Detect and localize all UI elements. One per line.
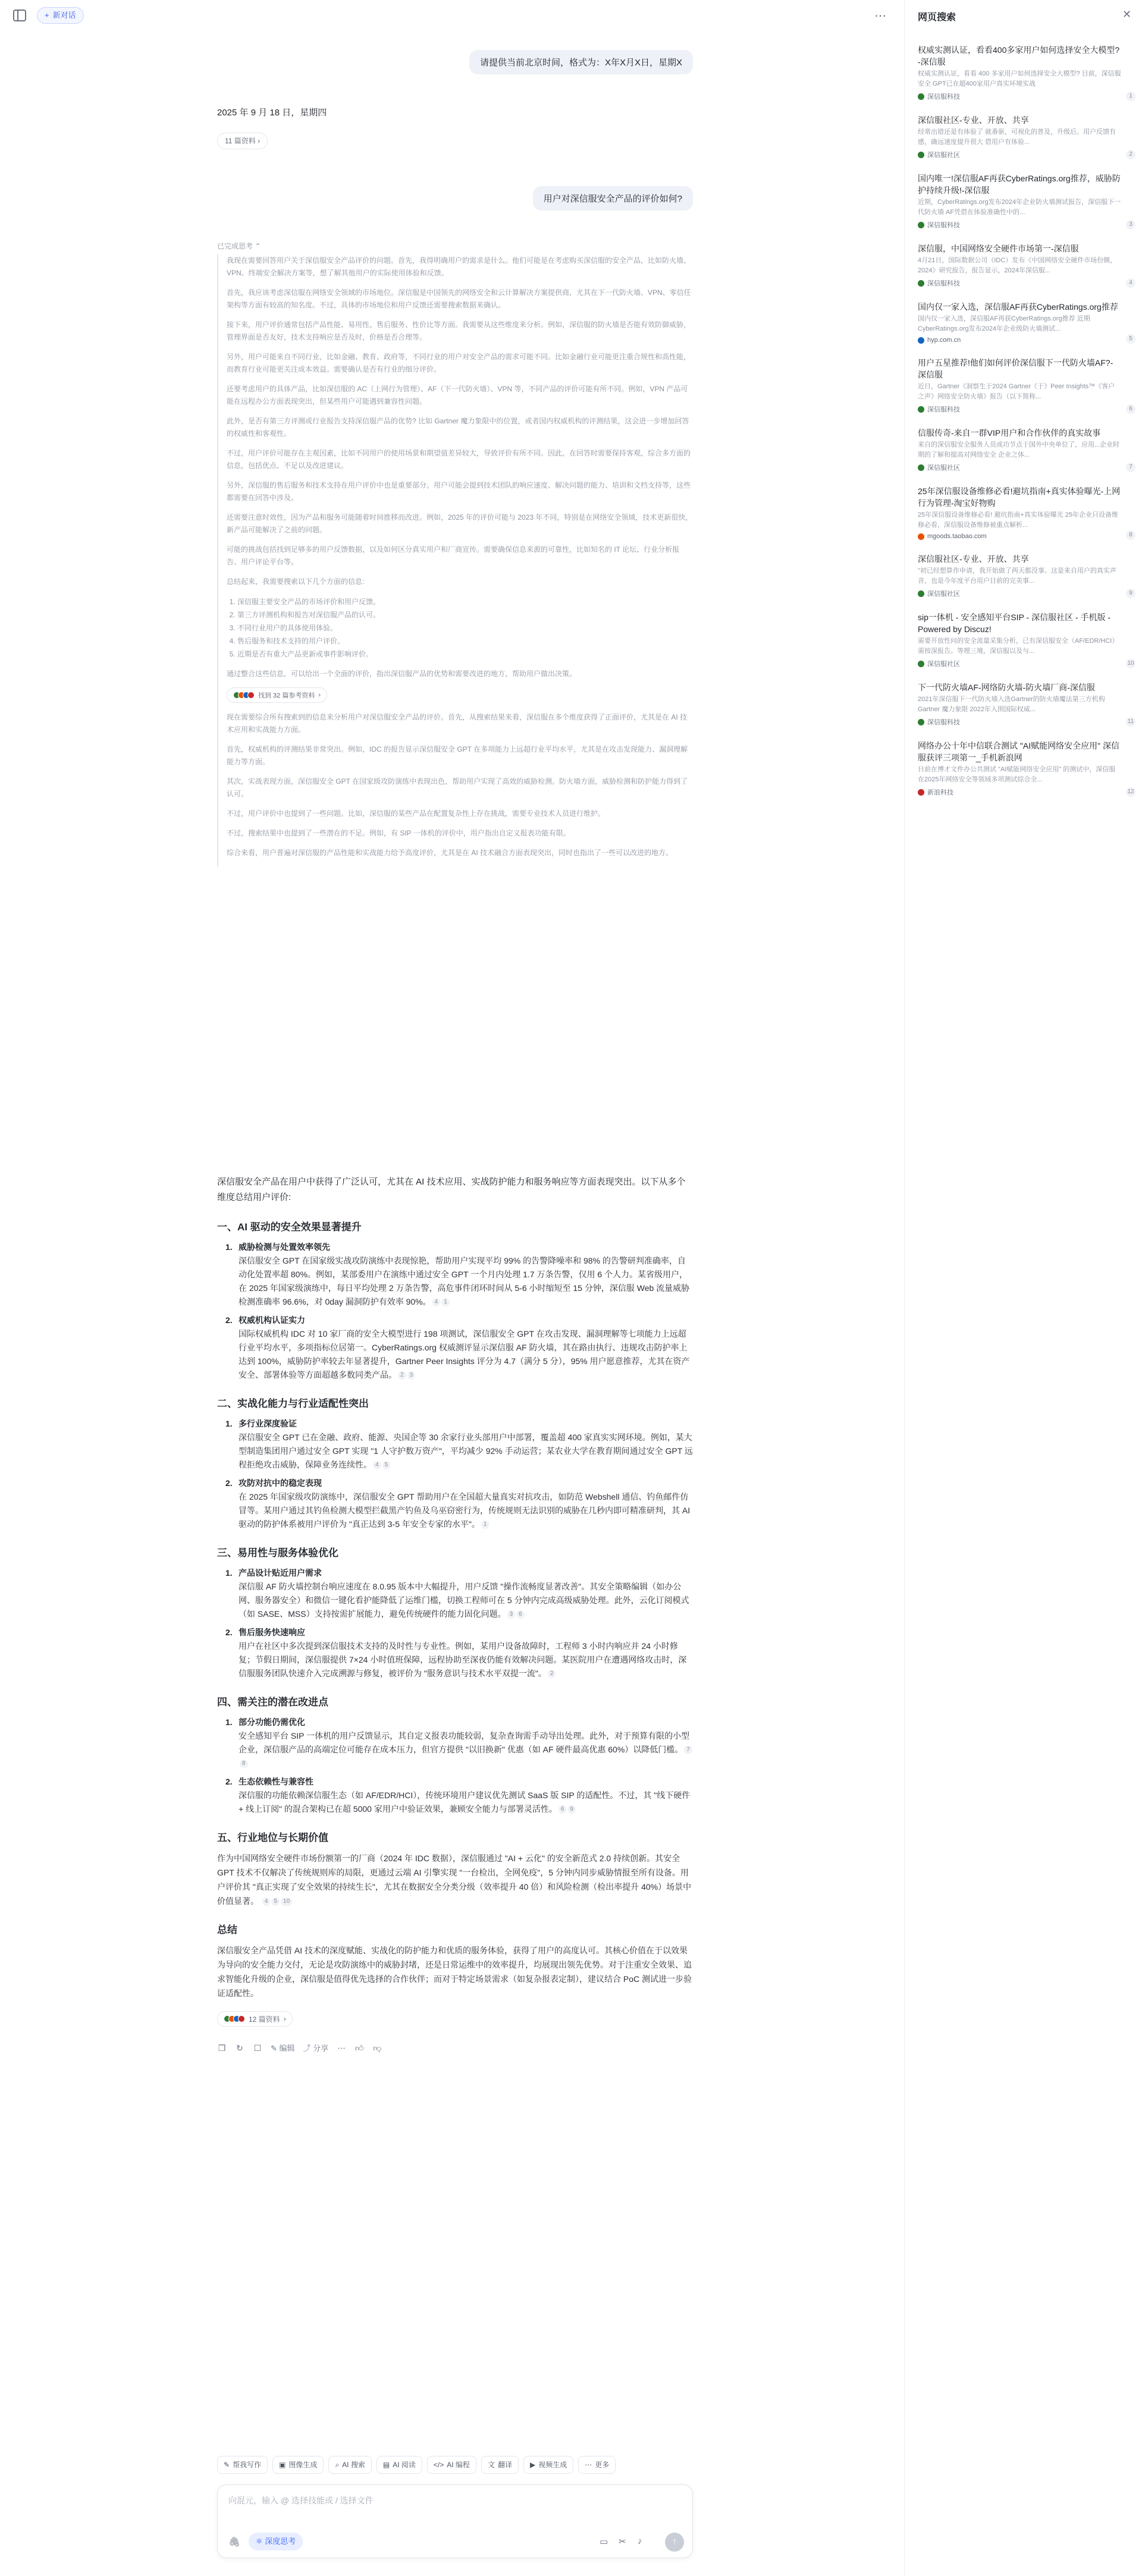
section-heading: 四、需关注的潜在改进点: [217, 1697, 328, 1708]
result-number: 8: [1126, 530, 1135, 540]
quick-action-button[interactable]: [523, 2456, 573, 2474]
result-number: 7: [1126, 463, 1135, 472]
thinking-paragraph: 还要考虑用户的具体产品，比如深信服的 AC（上网行为管理）、AF（下一代防火墙）、VPN 等，不同产品的评价可能有所不同。例如，VPN 产品可能在远程办公方面表现突出，但某些用户可能遇到兼容性问题。: [227, 385, 688, 406]
item-title: 攻防对抗中的稳定表现: [239, 1478, 322, 1488]
close-icon[interactable]: ✕: [1122, 8, 1132, 20]
source-name: 深信服社区: [927, 590, 960, 598]
thinking-paragraph: 另外，用户可能来自不同行业，比如金融、教育、政府等，不同行业的用户对安全产品的需求可能不同。比如金融行业可能更注重合规性和高性能，而教育行业可能更关注成本效益。需要确认是否有行业的细分评价。: [227, 353, 691, 373]
quick-action-button[interactable]: [427, 2456, 476, 2474]
more-icon[interactable]: ⋯: [337, 2043, 346, 2053]
result-title[interactable]: 深信服社区-专业、开放、共享: [918, 115, 1029, 125]
result-snippet: "初已经想算作申请，我开始做了两天都没事。这是来自用户的真实声音，也是今年度平台用户目前的完美事...: [918, 567, 1116, 585]
item-body-text: 深信服 AF 防火墙控制台响应速度在 8.0.95 版本中大幅提升，用户反馈 "操作流畅度显著改善"。其安全策略编辑（如办公网、服务器安全）和微信一键化看护能降低了运维门槛，切换工程师可在 5 分钟内完成高级威胁处理。此外，云化订阅模式（如 SASE、MSS）支持按需扩展能力，避免传统硬件的能力固化问题。: [239, 1582, 689, 1619]
copy-icon[interactable]: ❐: [218, 2043, 226, 2053]
result-snippet: 日前在博才文件办公共测试 "AI赋能网络安全应用" 的测试中，深信服在2025年网络安全等领域多项测试综合全...: [918, 766, 1116, 783]
response-sources-chip[interactable]: 12 篇资料 ›: [217, 2011, 293, 2027]
quick-action-button[interactable]: [578, 2456, 616, 2474]
result-title[interactable]: 国内唯一!深信服AF再获CyberRatings.org推荐，威胁防护持续升级!-深信服: [918, 174, 1121, 195]
source-name: 深信服社区: [927, 661, 960, 668]
result-snippet: 近期，CyberRatings.org发布2024年企业防火墙测试报告，深信服下一代防火墙 AF凭借在体验准确性中的...: [918, 199, 1121, 216]
quick-action-button[interactable]: [328, 2456, 371, 2474]
source-favicons: [233, 692, 255, 699]
reference-chip[interactable]: 11 篇资料 ›: [217, 133, 268, 149]
thumbs-down-icon[interactable]: 👎︎: [373, 2043, 382, 2053]
quick-action-label: AI 搜索: [342, 2461, 365, 2469]
source-favicon-icon: [918, 661, 924, 667]
thinking-paragraph: 首先，权威机构的评测结果非常突出。例如，IDC 的报告显示深信服安全 GPT 在多项能力上远超行业平均水平，尤其是在攻击发现能力、漏洞理解能力等方面。: [227, 745, 688, 766]
search-result[interactable]: [918, 681, 1135, 727]
search-result[interactable]: [918, 357, 1135, 414]
share-button[interactable]: ⤴ 分享: [303, 2044, 329, 2053]
answer-list-item: [225, 1716, 693, 1770]
source-favicon-icon: [918, 533, 924, 540]
answer-list-item: [225, 1314, 693, 1382]
web-search-panel: [904, 0, 1142, 2576]
result-snippet: 经常出错还是有体验了 就番驱，可视化的普及，升级后。用户反馈有感，确远速度提升很大 借用户有体验...: [918, 128, 1116, 146]
result-source: [918, 589, 1121, 598]
citation-badge[interactable]: 3: [407, 1371, 416, 1380]
result-title[interactable]: sip一体机 - 安全感知平台SIP - 深信服社区 - 手机版 - Powered by Discuz!: [918, 612, 1111, 634]
citation-badge[interactable]: 4: [373, 1461, 381, 1469]
answer-intro: 深信服安全产品在用户中获得了广泛认可，尤其在 AI 技术应用、实战防护能力和服务响应等方面表现突出。以下从多个维度总结用户评价:: [217, 1177, 686, 1202]
result-snippet: 来自的深信服安全服务人员成功节点于国外中央单位了，应用...企业时期的了解和提高对网络安全 企业之体...: [918, 441, 1120, 458]
search-sources-chip[interactable]: 找到 32 篇参考资料 ›: [227, 687, 327, 703]
source-name: 深信服科技: [927, 93, 960, 100]
citation-badge[interactable]: 1: [481, 1521, 490, 1529]
citation-badge[interactable]: 2: [398, 1371, 406, 1380]
item-title: 权威机构认证实力: [239, 1315, 305, 1325]
thinking-paragraph: 现在需要综合所有搜索到的信息来分析用户对深信服安全产品的评价。首先，从搜索结果来看，深信服在多个维度获得了正面评价，尤其是在 AI 技术应用和实战能力方面。: [227, 713, 688, 734]
bookmark-icon[interactable]: ☐: [253, 2043, 262, 2053]
section-heading: 五、行业地位与长期价值: [217, 1832, 328, 1843]
item-body: [239, 1789, 693, 1816]
thinking-list-item: 3. 不同行业用户的具体使用体验。: [237, 621, 693, 634]
more-icon: ⋯: [585, 2461, 592, 2469]
source-name: 深信服科技: [927, 222, 960, 229]
item-body: [239, 1580, 693, 1621]
search-result[interactable]: [918, 301, 1135, 344]
assistant-answer: [217, 1174, 693, 2053]
item-number: 2.: [225, 1478, 233, 1488]
item-content: [239, 1716, 693, 1770]
item-content: [239, 1626, 693, 1680]
result-snippet: 25年深信服设备维修必看! 避坑指南+真实体验曝光 25年企业只设备维修必看，深信服设备维修被重点解析...: [918, 511, 1119, 529]
paperclip-icon[interactable]: 🖇︎: [228, 2537, 241, 2547]
result-title[interactable]: 25年深信服设备维修必看!避坑指南+真实体验曝光-上网行为管理-淘宝好物购: [918, 486, 1121, 508]
item-body: [239, 1431, 693, 1472]
send-button[interactable]: ↑: [665, 2533, 684, 2552]
result-snippet: 2021年深信服下一代防火墙入选Gartner的防火墙魔法第三方机构 Gartner 魔力象限 2022年入围国际权威...: [918, 696, 1105, 713]
item-body: [239, 1639, 693, 1680]
source-name: hyp.com.cn: [927, 337, 961, 344]
result-title[interactable]: 权威实测认证，看看400多家用户如何选择安全大模型?-深信服: [918, 45, 1120, 67]
result-title[interactable]: 深信服，中国网络安全硬件市场第一-深信服: [918, 244, 1079, 253]
citation-badge[interactable]: 4: [262, 1898, 271, 1906]
item-title: 产品设计贴近用户需求: [239, 1568, 322, 1578]
result-source: [918, 717, 1121, 727]
result-number: 5: [1126, 334, 1135, 344]
quick-action-button[interactable]: [272, 2456, 324, 2474]
result-number: 1: [1126, 92, 1135, 101]
item-body-text: 深信服安全 GPT 在国家级实战攻防演练中表现惊艳，帮助用户实现平均 99% 的告警降噪率和 98% 的告警研判准确率，自动化处置率超 80%。例如，某部委用户在演练中通过安全 GPT 一个月内处理 1.7 万条告警，仅用 6 个人力。某省级用户，在 2025 年国家级演练中，每日平均处理 2 万条告警，高危事件闭环时间从 5-6 小时缩短至 15 分钟，深信服 Web 流量威胁检测准确率 96.6%，对 0day 漏洞防护有效率 90%。: [239, 1256, 690, 1306]
result-number: 4: [1126, 278, 1135, 288]
item-content: [239, 1477, 693, 1531]
section-heading: 一、AI 驱动的安全效果显著提升: [217, 1221, 362, 1233]
item-number: 2.: [225, 1628, 233, 1637]
answer-list-item: [225, 1240, 693, 1309]
result-source: [918, 404, 1121, 414]
answer-list-item: [225, 1775, 693, 1816]
result-title[interactable]: 国内仅一家入选，深信服AF再获CyberRatings.org推荐: [918, 302, 1118, 312]
thinking-toggle[interactable]: 已完成思考 ⌃: [217, 242, 261, 250]
section-heading: 三、易用性与服务体验优化: [217, 1547, 338, 1559]
source-name: mgoods.taobao.com: [927, 533, 987, 540]
search-result[interactable]: [918, 44, 1135, 101]
thinking-paragraph: 我现在需要回答用户关于深信服安全产品评价的问题。首先，我得明确用户的需求是什么。他们可能是在考虑购买深信服的安全产品，比如防火墙、VPN、终端安全解决方案等，想了解其他用户的实际使用体验和反馈。: [227, 256, 691, 277]
plus-icon: +: [45, 11, 49, 20]
source-name: 深信服科技: [927, 280, 960, 287]
item-body-text: 在 2025 年国家级攻防演练中，深信服安全 GPT 帮助用户在全国超大量真实对抗攻击，如防范 Webshell 通信、钓鱼邮件仿冒等。某用户通过其钓鱼检测大模型拦截黑产钓鱼及乌巫窃密行为，传统规则无法识别的威胁在几秒内即可精准研判，其 AI 驱动的防护体系被用户评价为 "真正达到 3-5 年安全专家的水平"。: [239, 1492, 691, 1529]
new-chat-button[interactable]: + 新对话: [37, 7, 84, 24]
source-favicon-icon: [918, 464, 924, 471]
result-title[interactable]: 信服传奇-来自一群VIP用户和合作伙伴的真实故事: [918, 428, 1101, 438]
result-number: 10: [1126, 659, 1135, 668]
item-number: 1.: [225, 1568, 233, 1578]
top-bar: [0, 0, 904, 33]
source-favicons: [224, 2015, 245, 2022]
item-content: [239, 1314, 693, 1382]
search-icon: ⌕: [335, 2461, 340, 2469]
message-actions: [217, 2042, 693, 2053]
quick-action-button[interactable]: [217, 2456, 268, 2474]
result-number: 3: [1126, 220, 1135, 230]
answer-list-item: [225, 1417, 693, 1472]
quick-action-label: AI 编程: [447, 2461, 470, 2469]
result-number: 9: [1126, 589, 1135, 598]
industry-text: 作为中国网络安全硬件市场份额第一的厂商（2024 年 IDC 数据），深信服通过 "AI + 云化" 的安全新范式 2.0 持续创新。其安全 GPT 技术不仅解决了传统规则库的局限，更通过云端 AI 引擎实现 "一台检出，全网免疫"，5 分钟内同步威胁情报至所有设备。用户评价其 "真正实现了安全效果的持续生长"，尤其在数据安全分类分级（效率提升 40 倍）和风险检测（检出率提升 40%）场景中价值显著。 4 5 10: [217, 1854, 692, 1906]
thinking-block: [217, 255, 693, 866]
citation-badge[interactable]: 2: [548, 1670, 556, 1678]
citation-badge[interactable]: 5: [382, 1461, 391, 1469]
item-number: 1.: [225, 1717, 233, 1727]
translate-icon: 文: [487, 2461, 495, 2469]
user-message: 用户对深信服安全产品的评价如何?: [533, 186, 693, 211]
citation-badge[interactable]: 10: [281, 1898, 292, 1906]
result-number: 12: [1126, 787, 1135, 797]
source-name: 深信服社区: [927, 152, 960, 159]
item-body-text: 深信服安全 GPT 已在金融、政府、能源、央国企等 30 余家行业头部用户中部署，覆盖超 400 家真实实网环境。例如，某大型制造集团用户通过安全 GPT 实现 "1 人守护数万资产"，平均减少 92% 手动运营；某农业大学在教育期间通过安全 GPT 远程拒绝攻击威胁，保障业务连续性。: [239, 1432, 693, 1469]
item-content: [239, 1240, 693, 1309]
source-favicon-icon: [918, 337, 924, 344]
thinking-paragraph: 还需要注意时效性，因为产品和服务可能随着时间推移而改进。例如，2025 年的评价可能与 2023 年不同，特别是在网络安全领域，技术更新很快，新产品可能解决了之前的问题。: [227, 513, 693, 534]
citation-badge[interactable]: 3: [507, 1610, 516, 1619]
result-source: [918, 278, 1121, 288]
quick-action-button[interactable]: [377, 2456, 422, 2474]
item-content: [239, 1417, 693, 1472]
source-favicon-icon: [918, 93, 924, 100]
search-result[interactable]: [918, 485, 1135, 540]
search-result[interactable]: [918, 114, 1135, 159]
citation-badge[interactable]: 6: [516, 1610, 525, 1619]
source-name: 深信服科技: [927, 719, 960, 726]
answer-list-item: [225, 1626, 693, 1680]
citation-badge[interactable]: 5: [271, 1898, 280, 1906]
thinking-paragraph: 首先，我应该考虑深信服在网络安全领域的市场地位。深信服是中国领先的网络安全和云计算解决方案提供商，尤其在下一代防火墙、VPN、零信任架构等方面有较高的知名度。不过，具体的市场地位和用户反馈还需要搜索数据来确认。: [227, 288, 691, 309]
composer: [217, 2484, 693, 2558]
search-result[interactable]: [918, 611, 1135, 668]
answer-list-item: [225, 1477, 693, 1531]
source-favicon-icon: [918, 406, 924, 413]
response-footer: [217, 2011, 693, 2053]
item-body-text: 安全感知平台 SIP 一体机的用户反馈显示，其自定义报表功能较弱，复杂查询需手动导出处理。此外，对于预算有限的小型企业，深信服产品的高端定位可能存在成本压力，但官方提供 "以旧换新" 优惠（如 AF 硬件最高优惠 60%）以降低门槛。: [239, 1731, 690, 1754]
code-icon: </>: [433, 2461, 444, 2469]
source-name: 新浪科技: [927, 789, 953, 796]
user-message: 请提供当前北京时间，格式为：X年X月X日，星期X: [469, 50, 693, 74]
source-favicon-icon: [918, 152, 924, 158]
quick-action-button[interactable]: [481, 2456, 519, 2474]
summary-heading: 总结: [217, 1924, 237, 1936]
deep-think-toggle[interactable]: ⚛ 深度思考: [249, 2533, 303, 2550]
thinking-paragraph: 可能的挑战包括找到足够多的用户反馈数据，以及如何区分真实用户和厂商宣传。需要确保信息来源的可靠性，比如知名的 IT 论坛、行业分析报告、用户评论平台等。: [227, 545, 680, 566]
item-body-text: 深信服的功能依赖深信服生态（如 AF/EDR/HCI），传统环境用户建议优先测试 SaaS 版 SIP 的适配性。不过，其 "线下硬件 + 线上订阅" 的混合架构已在超 5000 家用户中验证效果，兼顾安全能力与部署灵活性。: [239, 1790, 691, 1814]
result-source: [918, 659, 1121, 668]
result-source: [918, 337, 1121, 344]
item-body: [239, 1729, 693, 1770]
result-title[interactable]: 下一代防火墙AF-网络防火墙-防火墙厂商-深信服: [918, 683, 1095, 692]
result-snippet: 近日，Gartner《洞察生于2024 Gartner《于》Peer Insights™《客户之声》网络安全防火墙》报告（以下简称...: [918, 383, 1115, 400]
source-name: 深信服科技: [927, 406, 960, 413]
thinking-paragraph: 其次，实战表现方面，深信服安全 GPT 在国家级攻防演练中表现出色，帮助用户实现了高效的威胁检测。防火墙方面，威胁检测和防护能力得到了认可。: [227, 777, 688, 798]
video-icon: ▶: [529, 2461, 536, 2469]
item-title: 售后服务快速响应: [239, 1628, 305, 1637]
thinking-paragraph: 接下来，用户评价通常包括产品性能、易用性、售后服务、性价比等方面。我需要从这些维度来分析。例如，深信服的防火墙是否能有效防御威胁，管理界面是否友好，技术支持响应是否及时，价格是否合理等。: [227, 321, 691, 341]
item-number: 1.: [225, 1242, 233, 1252]
result-number: 6: [1126, 404, 1135, 414]
search-result[interactable]: [918, 553, 1135, 598]
item-title: 多行业深度验证: [239, 1419, 297, 1428]
panel-title: 网页搜索: [918, 12, 956, 23]
result-source: [918, 787, 1121, 797]
scissors-icon[interactable]: ✂: [619, 2537, 626, 2547]
sidebar-toggle-icon[interactable]: [13, 10, 26, 21]
microphone-icon[interactable]: ♪: [638, 2536, 642, 2546]
assistant-date-answer: 2025 年 9 月 18 日，星期四: [217, 108, 327, 118]
search-results-list: [918, 44, 1135, 810]
message-input[interactable]: 向混元，输入 @ 选择技能或 / 选择文件: [228, 2496, 374, 2505]
thinking-list-item: 5. 近期是否有重大产品更新或事件影响评价。: [237, 648, 693, 661]
source-favicon-icon: [918, 222, 924, 228]
item-title: 生态依赖性与兼容性: [239, 1777, 313, 1786]
thinking-paragraph: 另外，深信服的售后服务和技术支持在用户评价中也是重要部分。用户可能会提到技术团队的响应速度、解决问题的能力、培训和文档支持等，这些都需要在回答中涉及。: [227, 481, 691, 502]
thinking-list-item: 4. 售后服务和技术支持的用户评价。: [237, 634, 693, 648]
quick-action-label: AI 阅读: [393, 2461, 416, 2469]
refresh-icon[interactable]: ↻: [236, 2043, 243, 2053]
citation-badge[interactable]: 4: [432, 1298, 441, 1306]
source-favicon-icon: [918, 719, 924, 725]
summary-text: 深信服安全产品凭借 AI 技术的深度赋能、实战化的防护能力和优质的服务体验，获得了用户的高度认可。其核心价值在于以效果为导向的安全能力交付，无论是攻防演练中的威胁封堵，还是日常运维中的效率提升，均展现出领先优势。对于注重安全效果、追求智能化升级的企业，深信服是值得优先选择的合作伙伴；而对于特定场景需求（如复杂报表定制），建议结合 PoC 测试进一步验证适配性。: [217, 1946, 692, 1998]
quick-action-label: 图像生成: [288, 2461, 318, 2469]
item-body-text: 用户在社区中多次提到深信服技术支持的及时性与专业性。例如，某用户设备故障时，工程师 3 小时内响应并 24 小时修复；节假日期间，深信服提供 7×24 小时值班保障，远程协助至深夜仍能有效解决问题。某医院用户在遭遇网络攻击时，深信服服务团队快速介入完成溯源与修复，被评价为 "服务意识与技术水平双提一流"。: [239, 1641, 687, 1678]
quick-actions: [217, 2456, 616, 2474]
thinking-paragraph: 不过，用户评价中也提到了一些问题。比如，深信服的某些产品在配置复杂性上存在挑战，需要专业技术人员进行维护。: [227, 809, 605, 818]
search-result[interactable]: [918, 740, 1135, 797]
result-snippet: 需要开放性问的安全流量采集分析，已有深信服安全（AF/EDR/HCI）需按深报告。等理三境，深信服以及与...: [918, 637, 1119, 655]
item-body: [239, 1327, 693, 1382]
item-number: 2.: [225, 1777, 233, 1786]
thinking-list-item: 1. 深信服主要安全产品的市场评价和用户反馈。: [237, 595, 693, 608]
pen-icon: ✎: [224, 2461, 230, 2469]
thinking-paragraph: 不过，用户评价可能存在主观因素，比如不同用户的使用场景和期望值差异较大，导致评价有所不同。因此，在回答时需要保持客观，综合多方面的信息，包括优点、不足以及改进建议。: [227, 449, 691, 470]
source-favicon-icon: [918, 789, 924, 796]
thinking-paragraph: 此外，是否有第三方评测或行业报告支持深信服产品的优势? 比如 Gartner 魔力象限中的位置，或者国内权威机构的评测结果，这会进一步增加回答的权威性和客观性。: [227, 417, 689, 438]
item-body: [239, 1490, 693, 1531]
item-content: [239, 1566, 693, 1621]
thinking-paragraph: 综合来看，用户普遍对深信服的产品性能和实战能力给予高度评价，尤其是在 AI 技术融合方面表现突出，同时也指出了一些可以改进的地方。: [227, 849, 673, 857]
item-title: 威胁检测与处置效率领先: [239, 1242, 330, 1252]
thumbs-up-icon[interactable]: 👍︎: [354, 2043, 364, 2053]
result-source: [918, 220, 1121, 230]
thinking-paragraph: 总结起来，我需要搜索以下几个方面的信息:: [227, 577, 365, 586]
source-favicon-icon: [918, 590, 924, 597]
quick-action-label: 视频生成: [538, 2461, 567, 2469]
result-source: [918, 150, 1121, 159]
thinking-paragraph: 通过整合这些信息，可以给出一个全面的评价，指出深信服产品的优势和需要改进的地方，帮助用户做出决策。: [227, 670, 577, 678]
item-title: 部分功能仍需优化: [239, 1717, 305, 1727]
thinking-list-item: 2. 第三方评测机构和报告对深信服产品的认可。: [237, 608, 693, 621]
citation-badge[interactable]: 7: [684, 1746, 692, 1754]
search-result[interactable]: [918, 243, 1135, 288]
quick-action-label: 翻译: [497, 2461, 512, 2469]
image-icon: ▣: [279, 2461, 286, 2469]
result-number: 11: [1126, 717, 1135, 727]
citation-badge[interactable]: 1: [441, 1298, 450, 1306]
item-number: 2.: [225, 1315, 233, 1325]
result-source: [918, 92, 1121, 101]
thinking-paragraph: 不过，搜索结果中也提到了一些潜在的不足。例如，有 SIP 一体机的评价中，用户指出自定义报表功能有限。: [227, 829, 570, 837]
more-dots-icon[interactable]: ⋯: [874, 10, 887, 23]
citation-badge[interactable]: 9: [567, 1805, 576, 1814]
answer-list-item: [225, 1566, 693, 1621]
thinking-list: [227, 595, 693, 661]
item-content: [239, 1775, 693, 1816]
result-title[interactable]: 网络办公十年中信联合测试 "AI赋能网络安全应用" 深信服获评三项第一_手机新浪网: [918, 741, 1119, 762]
folder-icon[interactable]: ▭: [600, 2537, 608, 2547]
item-body-text: 国际权威机构 IDC 对 10 家厂商的安全大模型进行 198 项测试，深信服安全 GPT 在攻击发现、漏洞理解等七项能力上远超行业平均水平，多项指标位居第一。CyberRatings.org 权威测评显示深信服 AF 防火墙，其在路由执行、违规攻击防护率上达到 100%，威胁防护率较去年显著提升，Gartner Peer Insights 评分为 4.7（满分 5 分），95% 用户愿意推荐，尤其在资产安全、部署体验等方面超越多数同类产品。: [239, 1329, 690, 1380]
source-favicon-icon: [918, 280, 924, 287]
result-source: [918, 463, 1121, 472]
item-number: 1.: [225, 1419, 233, 1428]
citation-badge[interactable]: 8: [240, 1760, 248, 1768]
quick-action-label: 更多: [595, 2461, 610, 2469]
result-number: 2: [1126, 150, 1135, 159]
quick-action-label: 帮我写作: [233, 2461, 262, 2469]
search-result[interactable]: [918, 427, 1135, 472]
citation-badge[interactable]: 6: [559, 1805, 567, 1814]
result-snippet: 权威实测认证，看看 400 多家用户如何选择安全大模型? 目前，深信服安全 GPT已在超400家用户真实环境实战: [918, 70, 1121, 87]
result-snippet: 国内仅一家入选，深信服AF再获CyberRatings.org推荐 近期CyberRatings.org发布2024年企业级防火墙测试...: [918, 315, 1090, 332]
source-name: 深信服社区: [927, 464, 960, 472]
result-source: [918, 533, 1121, 540]
result-title[interactable]: 用户五星推荐!他们如何评价深信服下一代防火墙AF?-深信服: [918, 358, 1113, 379]
edit-button[interactable]: ✎ 编辑: [271, 2044, 295, 2053]
result-title[interactable]: 深信服社区-专业、开放、共享: [918, 554, 1029, 564]
item-body: [239, 1254, 693, 1309]
section-heading: 二、实战化能力与行业适配性突出: [217, 1398, 369, 1409]
read-icon: ▤: [382, 2461, 390, 2469]
search-result[interactable]: [918, 172, 1135, 230]
result-snippet: 4月21日，国际数据公司（IDC）发布《中国网络安全硬件市场份额，2024》研究报告，报告显示，2024年深信服...: [918, 257, 1117, 274]
